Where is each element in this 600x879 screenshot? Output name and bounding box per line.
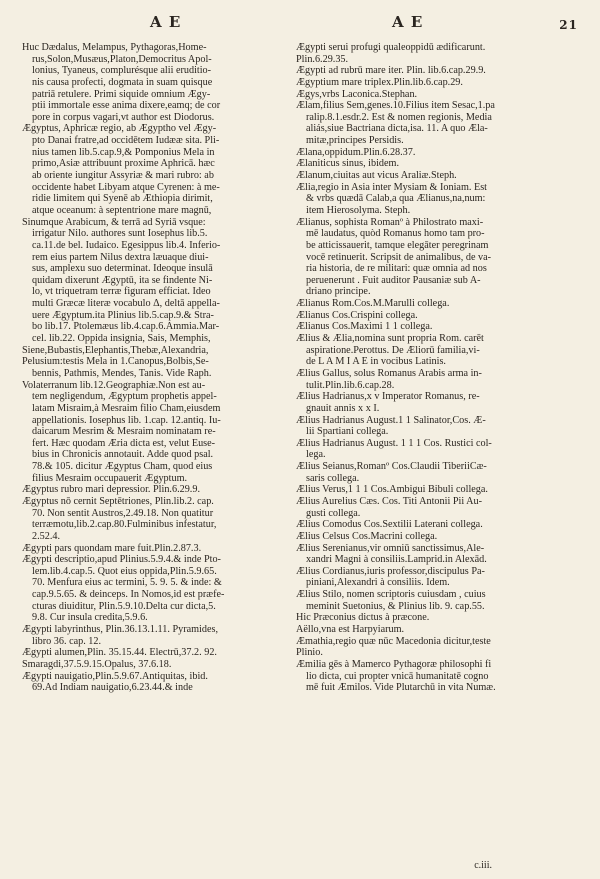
text-line: Ægypti serui profugi qualeoppidū ædificarunt. [296, 42, 486, 53]
text-line: Æmilia gēs à Mamerco Pythagoræ philosophi fi [296, 658, 492, 670]
text-line: daicarum Mesrim & Mesraim nominatam re- [32, 426, 216, 438]
text-line: 78.& 105. dicitur Ægyptus Cham, quod eius [32, 461, 213, 473]
running-head-left: A E [150, 13, 182, 31]
text-line: mē fuit Æmilos. Vide Plutarchū in vita Numæ. [306, 682, 496, 694]
text-line: Ælius Celsus Cos.Macrini collega. [296, 530, 438, 542]
text-line: uere Ægyptum.ita Plinius lib.5.cap.9.& Stra- [32, 309, 214, 321]
text-line: Ægyptus rubro mari depressior. Plin.6.29.9. [22, 484, 200, 496]
text-line: Ælius Comodus Cos.Sextilii Laterani collega. [296, 519, 483, 531]
text-line: cel. lib.22. Oppida insignia, Sais, Memphis, [32, 333, 211, 345]
text-line: occidente habet Libyam atque Cyrenen: à me- [32, 181, 220, 193]
right-text-column [296, 42, 586, 694]
left-text-column [22, 42, 305, 694]
text-line: Siene,Bubastis,Elephantis,Thebæ,Alexandria, [22, 344, 209, 356]
text-line: Pelusium:testis Mela in 1.Canopus,Bolbis,Se- [22, 356, 209, 368]
text-line: irrigatur Nilo. authores sunt Iosephus lib.5. [32, 228, 208, 240]
text-line: Ælanum,ciuitas aut vicus Araliæ.Steph. [296, 170, 457, 182]
text-line: lii Spartiani collega. [306, 426, 389, 438]
text-line: Ægypti nauigatio,Plin.5.9.67.Antiquitas, ibid. [22, 670, 208, 682]
text-line: Smaragdi,37.5.9.15.Opalus, 37.6.18. [22, 658, 172, 670]
text-line: lem.lib.4.cap.5. Quot eius oppida,Plin.5.9.65. [32, 565, 217, 577]
text-line: Ælia,regio in Asia inter Mysiam & Ioniam. Est [296, 181, 487, 193]
text-line: cturas diuiditur, Plin.5.9.10.Delta cur dicta,5. [32, 600, 216, 612]
text-line: piniani,Alexandri à consiliis. Idem. [306, 577, 450, 589]
text-line: aliás,siue Bactriana dicta,isa. 11. A quo Æla- [306, 123, 488, 135]
text-line: Ælianus Rom.Cos.M.Marulli collega. [296, 298, 450, 310]
text-line: Plinio. [296, 647, 323, 659]
text-line: Ælius Stilo, nomen scriptoris cuiusdam , cuius [296, 589, 486, 601]
text-line: nius tamen lib.5.cap.9,& Pomponius Mela in [32, 146, 215, 158]
text-line: driano principe. [306, 286, 371, 298]
text-line: bo lib.17. Ptolemæus lib.4.cap.6.Ammia.Mar- [32, 321, 220, 333]
text-line: cap.9.5.65. & deinceps. In Nomos,id est præfe- [32, 589, 225, 601]
text-line: Ælius Gallus, solus Romanus Arabis arma in- [296, 367, 482, 379]
text-line: Ælius Cordianus,iuris professor,discipulus Pa- [296, 565, 485, 577]
text-line: Ælianus, sophista Romanº à Philostrato maxi- [296, 216, 484, 228]
text-line: Hic Præconius dictus à præcone. [296, 612, 430, 624]
text-line: bennis, Pathmis, Mendes, Tanis. Vide Raph. [32, 367, 212, 379]
text-line: mitæ,principes Persidis. [306, 135, 404, 147]
text-line: peruenerunt . Fuit auditor Pausaniæ sub A- [306, 274, 481, 286]
text-line: Ælius Hadrianus August.1 1 Salinator,Cos. Æ- [296, 414, 486, 426]
text-line: Ælius & Ælia,nomina sunt propria Rom. carēt [296, 333, 484, 345]
text-line: ria historia, de re militari: quæ omnia ad nos [306, 263, 487, 275]
text-line: tulit.Plin.lib.6.cap.28. [306, 379, 395, 391]
text-line: & vrbs quædā Calab,a qua Ælianus,na,num: [306, 193, 486, 205]
text-line: ridie limitem qui Syenē ab Æthiopia dirimit, [32, 193, 213, 205]
text-line: Aëllo,vna est Harpyiarum. [296, 624, 405, 636]
text-line: atque oceanum: à septentrione mare magnū, [32, 204, 212, 216]
text-line: Ægypti labyrinthus, Plin.36.13.1.11. Pyramides, [22, 624, 219, 636]
text-line: sus, amplexu suo determinat. Ideoque insulā [32, 263, 213, 275]
text-line: Ægyptus, Aphricæ regio, ab Ægyptho vel Ægy- [22, 123, 217, 135]
text-line: Ælana,oppidum.Plin.6.28.37. [296, 146, 416, 158]
text-line: saris collega. [306, 472, 360, 484]
text-line: ca.11.de bel. Iudaico. Egesippus lib.4. Inferio- [32, 239, 221, 251]
text-line: primo,Asiæ attribuunt proxime Aphricā. hæc [32, 158, 215, 170]
text-line: Ælianus Cos.Crispini collega. [296, 309, 418, 321]
text-line: mē laudatus, quòd Romanus homo tam pro- [306, 228, 485, 240]
text-line: multi Græcæ literæ vocabulo Δ, deltā appella- [32, 298, 220, 310]
text-line: terræmotu,lib.2.cap.80.Fulminibus infestatur, [32, 519, 217, 531]
text-line: ralip.8.1.esdr.2. Est & nomen regionis, Media [306, 111, 492, 123]
page-number: 21 [559, 18, 578, 32]
text-line: Ægyptium mare triplex.Plin.lib.6.cap.29. [296, 76, 463, 88]
text-line: rus,Solon,Musæus,Platon,Democritus Apol- [32, 53, 212, 65]
text-line: 70. Non sentit Austros,2.49.18. Non quatitur [32, 507, 214, 519]
text-line: Huc Dædalus, Melampus, Pythagoras,Home- [22, 42, 207, 53]
text-line: Ægypti ad rubrū mare iter. Plin. lib.6.cap.29.9. [296, 65, 486, 77]
text-line: pto Danai fratre,ad occidētem Iudææ sita. Pli- [32, 135, 220, 147]
text-line: tem negligendum, Ægyptum prophetis appel- [32, 391, 217, 403]
text-line: Ægyptus nō cernit Septētriones, Plin.lib.2. cap. [22, 495, 214, 507]
text-line: Ælius Seianus,Romanº Cos.Claudii TiberiiCæ- [296, 461, 487, 473]
text-line: Ælius Aurelius Cæs. Cos. Titi Antonii Pii Au- [296, 495, 482, 507]
text-line: Ægypti alumen,Plin. 35.15.44. Electrū,37.2. 92. [22, 647, 217, 659]
text-line: Æmathia,regio quæ nūc Macedonia dicitur,teste [296, 635, 491, 647]
text-line: Ælius Hadrianus August. 1 1 1 Cos. Rustici col- [296, 437, 492, 449]
text-line: lega. [306, 449, 326, 461]
text-line: nis causa profecti, dogmata in suam quisque [32, 76, 213, 88]
text-line: quidam dixerunt Ægyptū, ita se findente Ni- [32, 274, 213, 286]
text-line: be atticissauerit, tamque elegāter peregrinam [306, 239, 489, 251]
text-line: gusti collega. [306, 507, 361, 519]
running-head-right: A E [392, 13, 424, 31]
text-line: Ægys,vrbs Laconica.Stephan. [296, 88, 418, 100]
text-line: Sinumque Arabicum, & terrā ad Syriā vsque: [22, 216, 206, 228]
text-line: latam Misraim,à Mesraim filio Cham,eiusdem [32, 402, 221, 414]
text-line: appellationis. Iosephus lib. 1.cap. 12.antiq. Iu- [32, 414, 221, 426]
text-line: Ælianus Cos.Maximi 1 1 collega. [296, 321, 433, 333]
text-line: Ælius Verus,1 1 1 Cos.Ambigui Bibuli collega. [296, 484, 488, 496]
text-line: Ælaniticus sinus, ibidem. [296, 158, 400, 170]
text-line: Volaterranum lib.12.Geographiæ.Non est au- [22, 379, 206, 391]
text-line: 69.Ad Indiam nauigatio,6.23.44.& inde [32, 682, 193, 694]
text-line: bius in Chronicis annotauit. Adde quod psal. [32, 449, 214, 461]
text-line: Ælius Serenianus,vir omniū sanctissimus,Ale- [296, 542, 485, 554]
text-line: libro 36. cap. 12. [32, 635, 102, 647]
text-line: aspiratione.Perottus. De Æliorū familia,vi- [306, 344, 480, 356]
text-line: filius Mesraim occupauerit Ægyptum. [32, 472, 188, 484]
text-line: rem eius partem Nilus dextra læuaque diui- [32, 251, 209, 263]
text-line: 9.8. Cur insula credita,5.9.6. [32, 612, 148, 624]
text-line: pore in corpus vagari,vt author est Diodorus. [32, 111, 215, 123]
text-line: lio dicta, cui propter vnicā humanitatē cogno [306, 670, 489, 682]
text-line: Ægypti pars quondam mare fuit.Plin.2.87.3. [22, 542, 202, 554]
catchword: c.iii. [474, 860, 492, 871]
text-line: Ægypti descriptio,apud Plinius.5.9.4.& inde Pto- [22, 554, 221, 566]
text-line: patriā retulere. Primi siquide omnium Ægy- [32, 88, 211, 100]
text-line: ptii immortale esse anima dixere,eamq; de cor [32, 100, 221, 112]
text-line: Plin.6.29.35. [296, 53, 349, 65]
text-line: item Hierosolyma. Steph. [306, 204, 411, 216]
text-line: meminit Suetonius, & Plinius lib. 9. cap.55. [306, 600, 485, 612]
text-line: Ælius Hadrianus,x v Imperator Romanus, re- [296, 391, 480, 403]
text-line: lo, vt triquetram terræ figuram efficiat. Ideo [32, 286, 211, 298]
text-line: de L A M I A E in vocibus Latinis. [306, 356, 446, 368]
text-line: ab oriente iungitur Assyriæ & mari rubro: ab [32, 170, 214, 182]
text-line: lonius, Tyaneus, complurésque alii eruditio- [32, 65, 212, 77]
text-line: vocē retinuerit. Scripsit de animalibus, de va- [306, 251, 492, 263]
text-line: Ælam,filius Sem,genes.10.Filius item Sesac,1.pa [296, 100, 495, 112]
text-line: gnauit annis x x I. [306, 402, 380, 414]
text-line: fert. Hæc quodam Æria dicta est, velut Euse- [32, 437, 216, 449]
text-line: 2.52.4. [32, 530, 61, 542]
text-line: xandri Magni à consiliis.Lamprid.in Alexād. [306, 554, 487, 566]
text-line: 70. Menfura eius ac termini, 5. 9. 5. & inde: & [32, 577, 222, 589]
